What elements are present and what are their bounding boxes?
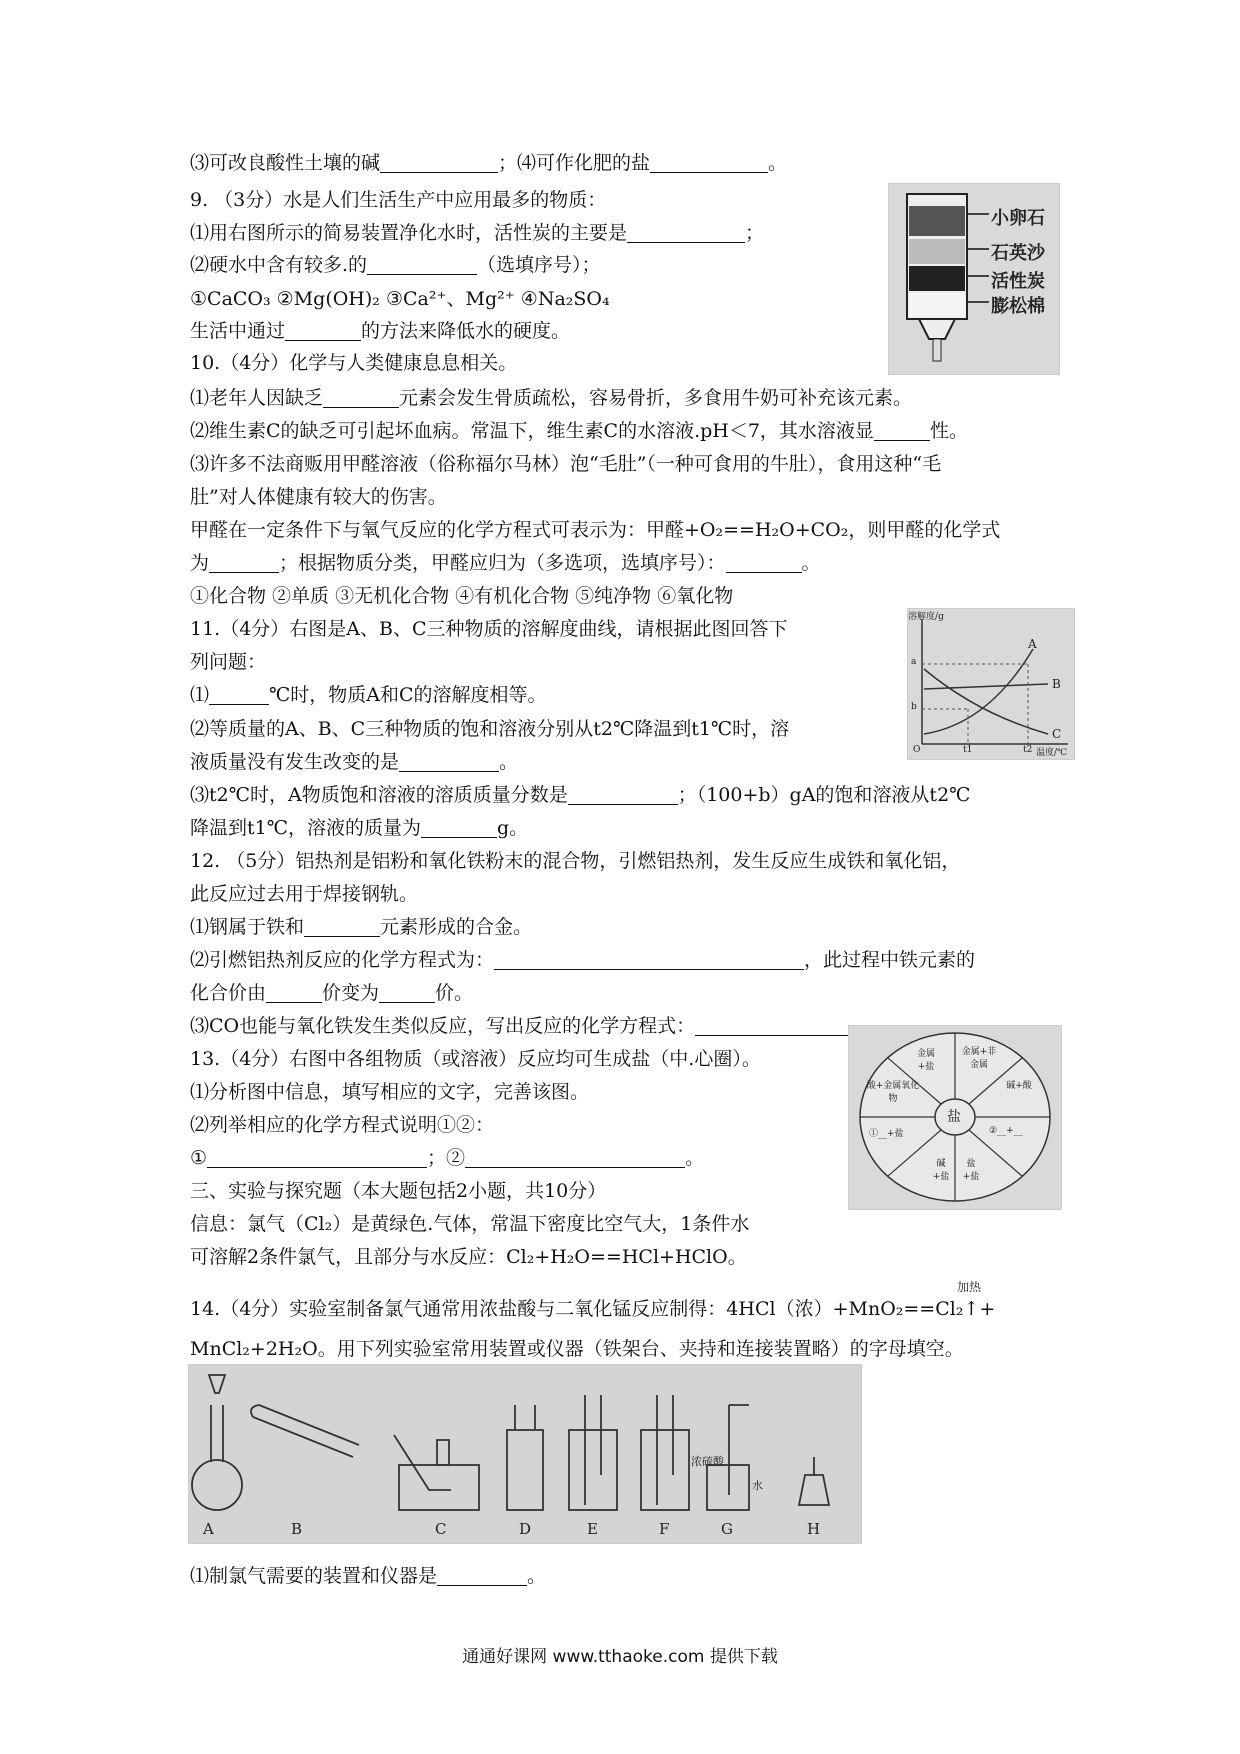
text-line-q9_1 (190, 220, 764, 246)
line-text-part: ℃时，物质A和C的溶解度相等。 (269, 684, 547, 706)
line-text-part: ；（100+b）gA的饱和溶液从t2℃ (677, 784, 971, 806)
line-text-part: 的方法来降低水的硬度。 (361, 320, 571, 342)
answer-blank[interactable] (874, 422, 930, 441)
line-text: ⑶许多不法商贩用甲醛溶液（俗称福尔马林）泡“毛肚”（一种可食用的牛肚），食用这种“毛 (190, 453, 942, 475)
answer-blank[interactable] (437, 1567, 527, 1586)
answer-blank[interactable] (285, 322, 361, 341)
text-line-q10_1 (190, 385, 912, 411)
wheel-sector-3: 碱+酸 (1006, 1081, 1032, 1091)
text-line-q12_title2 (190, 881, 418, 907)
line-text-part: 价。 (435, 982, 474, 1004)
line-text: 甲醛在一定条件下与氧气反应的化学方程式可表示为：甲醛+O₂==H₂O+CO₂，则甲醛的化学式 (190, 519, 1001, 541)
line-text-part: ⑶可改良酸性土壤的碱 (190, 152, 381, 174)
line-text-part: ；② (427, 1147, 466, 1169)
text-line-q12_2a (190, 947, 975, 973)
answer-blank[interactable] (494, 951, 804, 970)
line-text: ①CaCO₃ ②Mg(OH)₂ ③Ca²⁺、Mg²⁺ ④Na₂SO₄ (190, 288, 610, 310)
line-text-part: 为 (190, 552, 210, 574)
text-line-q12_2b (190, 980, 473, 1006)
text-line-q14_b (190, 1336, 964, 1362)
line-text-part: 元素形成的合金。 (380, 916, 533, 938)
apparatus-label-d: D (519, 1520, 532, 1538)
filter-label-sand: 石英沙 (991, 243, 1045, 264)
line-text: 可溶解2条件氯气，且部分与水反应：Cl₂+H₂O==HCl+HClO。 (190, 1246, 747, 1268)
wheel-sector-8: 盐+盐 (962, 1159, 980, 1182)
line-text-part: 。 (527, 1565, 547, 1587)
text-line-q10_3c (190, 517, 1000, 543)
curve-label-b: B (1052, 677, 1061, 691)
line-text-part: ⑵引燃铝热剂反应的化学方程式为： (190, 949, 495, 971)
line-text-part: 降温到t1℃，溶液的质量为 (190, 817, 421, 839)
line-text-part: 。 (499, 751, 519, 773)
text-line-q10_3a (190, 451, 941, 477)
text-line-q11_title2 (190, 649, 266, 675)
text-line-q11_title (190, 616, 788, 642)
line-text-part: 液质量没有发生改变的是 (190, 751, 400, 773)
solubility-curve-drawing (908, 609, 1074, 759)
apparatus-drawing (189, 1365, 861, 1543)
answer-blank[interactable] (421, 819, 497, 838)
axis-y-label: 溶解度/g (908, 612, 944, 622)
line-text: 9. （3分）水是人们生活生产中应用最多的物质： (190, 189, 607, 211)
text-line-q9_title (190, 187, 606, 213)
axis-origin: O (913, 745, 921, 755)
line-text: 三、实验与探究题（本大题包括2小题，共10分） (190, 1180, 607, 1202)
line-text-part: ⑶CO也能与氧化铁发生类似反应，写出反应的化学方程式： (190, 1015, 696, 1037)
text-line-q9_3 (190, 318, 570, 344)
line-text: 10.（4分）化学与人类健康息息相关。 (190, 352, 518, 374)
apparatus-label-c: C (435, 1520, 447, 1538)
apparatus-f-acid-label: 浓硫酸 (691, 1455, 724, 1468)
filter-label-cotton: 膨松棉 (991, 296, 1045, 317)
text-line-q10_3b (190, 484, 447, 510)
answer-blank[interactable] (399, 753, 499, 772)
axis-tick-t1: t1 (963, 745, 973, 755)
solubility-curve-figure (907, 608, 1075, 760)
axis-tick-a: a (911, 657, 917, 667)
salt-wheel-figure (848, 1025, 1062, 1210)
text-line-q13_3 (190, 1145, 704, 1171)
line-text: ⑵等质量的A、B、C三种物质的饱和溶液分别从t2℃降温到t1℃时，溶 (190, 718, 790, 740)
apparatus-label-f: F (659, 1520, 670, 1538)
apparatus-label-e: E (587, 1520, 598, 1538)
text-line-q11_2a (190, 716, 789, 742)
line-text-part: 。 (801, 552, 821, 574)
wheel-sector-5: ①__+盐 (869, 1129, 904, 1139)
answer-blank[interactable] (209, 554, 279, 573)
line-text-part: ⑵硬水中含有较多.的 (190, 254, 368, 276)
answer-blank[interactable] (323, 389, 399, 408)
line-text-part: ① (190, 1147, 208, 1169)
text-line-q14_1 (190, 1563, 546, 1589)
line-text-part: ⑴老年人因缺乏 (190, 387, 324, 409)
axis-x-label: 温度/℃ (1036, 748, 1068, 758)
water-filter-figure (888, 183, 1060, 375)
text-line-q13_1 (190, 1079, 589, 1105)
line-text: 肚”对人体健康有较大的伤害。 (190, 486, 447, 508)
text-line-q13_2 (190, 1112, 494, 1138)
wheel-sector-6: ②__+__ (989, 1126, 1023, 1136)
line-text-part: 价变为 (322, 982, 380, 1004)
text-line-q12_title (190, 848, 960, 874)
answer-blank[interactable] (304, 918, 380, 937)
wheel-sector-4: 酸+金属氧化物 (866, 1081, 920, 1104)
filter-label-carbon: 活性炭 (991, 271, 1045, 292)
wheel-sector-7: 碱+盐 (932, 1159, 950, 1182)
answer-blank[interactable] (650, 154, 768, 173)
wheel-sector-2: 金属+非金属 (961, 1047, 997, 1070)
text-line-q9_opts (190, 286, 610, 312)
line-text: 14.（4分）实验室制备氯气通常用浓盐酸与二氧化锰反应制得：4HCl（浓）+MnO₂==Cl₂↑+ (190, 1298, 996, 1320)
answer-blank[interactable] (568, 786, 678, 805)
axis-tick-t2: t2 (1023, 745, 1033, 755)
line-text-part: 。 (768, 152, 788, 174)
line-text-part: ⑴用右图所示的简易装置净化水时，活性炭的主要是 (190, 222, 628, 244)
text-line-q11_3a (190, 782, 970, 808)
axis-tick-b: b (911, 702, 917, 712)
wheel-sector-1: 金属+盐 (916, 1049, 935, 1072)
page-footer: 通通好课网 www.tthaoke.com 提供下载 (462, 1647, 778, 1667)
line-text-part: ；根据物质分类，甲醛应归为（多选项，选填序号）： (279, 552, 726, 574)
line-text-part: 生活中通过 (190, 320, 286, 342)
curve-label-c: C (1052, 727, 1062, 741)
line-text-part: 化合价由 (190, 982, 267, 1004)
line-text-part: 。 (685, 1147, 705, 1169)
text-line-q10_title (190, 350, 517, 376)
apparatus-figure (188, 1364, 862, 1544)
apparatus-label-h: H (807, 1520, 821, 1538)
text-line-q11_2b (190, 749, 518, 775)
apparatus-label-b: B (291, 1520, 303, 1538)
apparatus-label-g: G (721, 1520, 733, 1538)
line-text: 13.（4分）右图中各组物质（或溶液）反应均可生成盐（中.心圈）。 (190, 1048, 761, 1070)
answer-blank[interactable] (726, 554, 802, 573)
line-text: ①化合物 ②单质 ③无机化合物 ④有机化合物 ⑤纯净物 ⑥氧化物 (190, 585, 734, 607)
text-line-sec3 (190, 1178, 606, 1204)
line-text: 列问题： (190, 651, 267, 673)
answer-blank[interactable] (380, 154, 498, 173)
text-line-q14_a (190, 1296, 995, 1322)
line-text: 此反应过去用于焊接钢轨。 (190, 883, 419, 905)
text-line-info2 (190, 1244, 747, 1270)
text-line-q13_title (190, 1046, 761, 1072)
line-text-part: ⑶t2℃时，A物质饱和溶液的溶质质量分数是 (190, 784, 568, 806)
line-text: 12. （5分）铝热剂是铝粉和氧化铁粉末的混合物，引燃铝热剂，发生反应生成铁和氧化铝， (190, 850, 961, 872)
apparatus-g-water-label: 水 (752, 1479, 763, 1492)
line-text-part: ； (745, 222, 765, 244)
line-text-part: （选填序号）； (477, 254, 601, 276)
line-text: ⑵列举相应的化学方程式说明①②： (190, 1114, 495, 1136)
line-text: MnCl₂+2H₂O。用下列实验室常用装置或仪器（铁架台、夹持和连接装置略）的字母填空。 (190, 1338, 964, 1360)
text-line-q11_1 (190, 682, 547, 708)
text-line-q8_3 (190, 150, 787, 176)
text-line-info1 (190, 1211, 749, 1237)
text-line-q9_2 (190, 252, 601, 278)
filter-label-pebble: 小卵石 (991, 208, 1045, 229)
text-line-q10_opts (190, 583, 733, 609)
text-line-q10_3d (190, 550, 821, 576)
answer-blank[interactable] (367, 256, 477, 275)
text-line-q10_2 (190, 418, 968, 444)
line-text-part: ⑴ (190, 684, 210, 706)
answer-blank[interactable] (266, 984, 322, 1003)
wheel-center-salt: 盐 (947, 1109, 961, 1125)
line-text-part: ⑴制氯气需要的装置和仪器是 (190, 1565, 438, 1587)
line-text: 11.（4分）右图是A、B、C三种物质的溶解度曲线，请根据此图回答下 (190, 618, 788, 640)
curve-label-a: A (1028, 637, 1037, 651)
apparatus-label-a: A (203, 1520, 214, 1538)
text-line-q11_3b (190, 815, 528, 841)
answer-blank[interactable] (207, 1149, 427, 1168)
line-text-part: ⑵维生素C的缺乏可引起坏血病。常温下，维生素C的水溶液.pH＜7，其水溶液显 (190, 420, 874, 442)
line-text-part: g。 (496, 817, 529, 839)
line-text-part: ；⑷可作化肥的盐 (498, 152, 651, 174)
line-text-part: 元素会发生骨质疏松，容易骨折，多食用牛奶可补充该元素。 (399, 387, 913, 409)
line-text: ⑴分析图中信息，填写相应的文字，完善该图。 (190, 1081, 590, 1103)
answer-blank[interactable] (465, 1149, 685, 1168)
line-text: 信息：氯气（Cl₂）是黄绿色.气体，常温下密度比空气大，1条件水 (190, 1213, 750, 1235)
line-text-part: 性。 (929, 420, 968, 442)
answer-blank[interactable] (379, 984, 435, 1003)
line-text-part: ，此过程中铁元素的 (804, 949, 976, 971)
text-line-q12_1 (190, 914, 532, 940)
heat-condition-label: 加热 (957, 1280, 982, 1294)
answer-blank[interactable] (627, 224, 745, 243)
answer-blank[interactable] (209, 686, 269, 705)
line-text-part: ⑴钢属于铁和 (190, 916, 305, 938)
